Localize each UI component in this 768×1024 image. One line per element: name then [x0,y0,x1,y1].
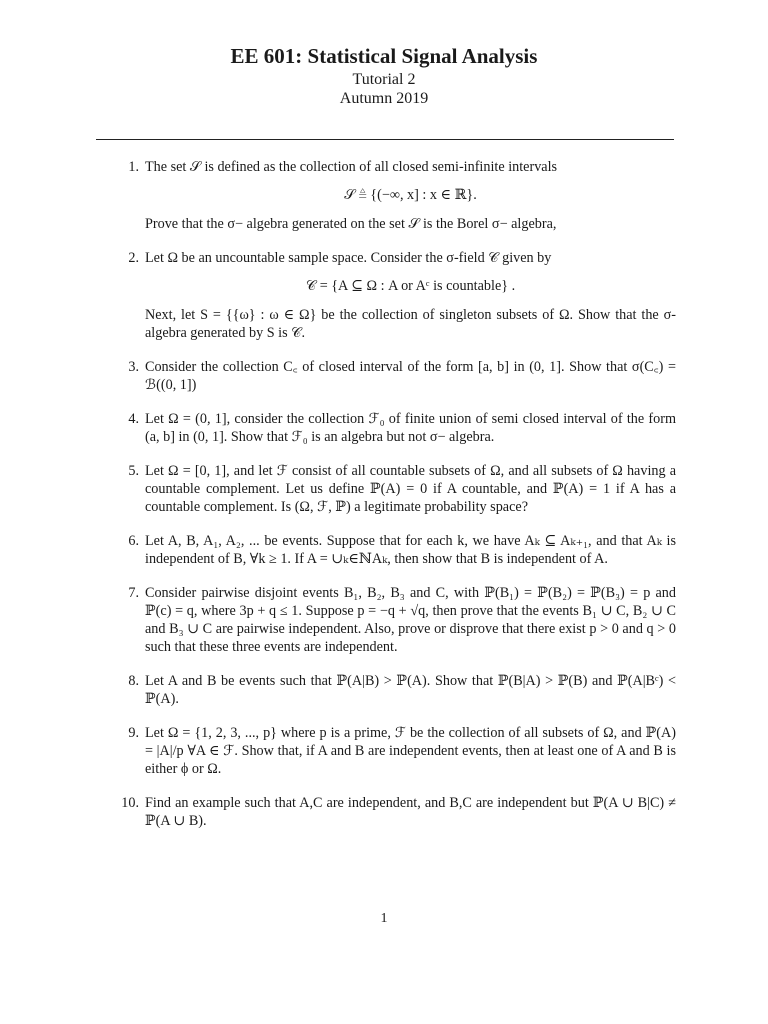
document-header [0,42,768,108]
problem-7 [110,584,676,656]
problem-number: 6. [128,533,139,549]
term-label: Autumn 2019 [339,90,429,107]
problem-number: 5. [128,463,139,479]
problem-3 [110,358,676,394]
problem-number: 3. [128,359,139,375]
display-equation: 𝒞 = {A ⊆ Ω : A or Aᶜ is countable} . [305,278,516,294]
problem-text: Consider the collection C꜀ of closed interval of the form [a, b] in (0, 1]. Show that σ(C꜀) = ℬ((0, 1]) [145,359,676,393]
problem-2 [110,249,676,342]
tutorial-label: Tutorial 2 [352,71,416,88]
problem-5 [110,462,676,516]
problem-number: 8. [128,673,139,689]
problem-9 [110,724,676,778]
problem-text: The set 𝒮 is defined as the collection of all closed semi-infinite intervals [145,159,558,175]
problem-text: Let Ω = (0, 1], consider the collection ℱ₀ of finite union of semi closed interval of the form (a, b] in (0, 1]. Show that ℱ₀ is an algebra but not σ− algebra. [145,411,676,445]
problem-number: 10. [121,795,139,811]
problem-text: Let Ω = {1, 2, 3, ..., p} where p is a prime, ℱ be the collection of all subsets of Ω, and ℙ(A) = |A|/p ∀A ∈ ℱ. Show that, if A and B are independent events, then at least one of A and B is either ϕ or Ω. [145,725,676,777]
problem-text: Next, let S = {{ω} : ω ∈ Ω} be the collection of singleton subsets of Ω. Show that the σ-algebra generated by S is 𝒞. [145,307,676,341]
problem-list [110,158,676,846]
problem-8 [110,672,676,708]
problem-text: Let Ω be an uncountable sample space. Consider the σ-field 𝒞 given by [145,250,552,266]
problem-number: 4. [128,411,139,427]
problem-number: 7. [128,585,139,601]
problem-text: Find an example such that A,C are independent, and B,C are independent but ℙ(A ∪ B|C) ≠ ℙ(A ∪ B). [145,795,676,829]
page-number: 1 [380,911,388,926]
problem-number: 9. [128,725,139,741]
problem-text: Let A, B, A₁, A₂, ... be events. Suppose that for each k, we have Aₖ ⊆ Aₖ₊₁, and that Aₖ is independent of B, ∀k ≥ 1. If A = ∪ₖ∈ℕAₖ, then show that B is independent of A. [145,533,676,567]
problem-1 [110,158,676,233]
problem-6 [110,532,676,568]
problem-text: Let Ω = [0, 1], and let ℱ consist of all countable subsets of Ω, and all subsets of Ω having a countable complement. Let us define ℙ(A) = 0 if A countable, and ℙ(A) = 1 if A has a countable complement. Is (Ω, ℱ, ℙ) a legitimate probability space? [145,463,676,515]
problem-10 [110,794,676,830]
problem-4 [110,410,676,446]
problem-text: Prove that the σ− algebra generated on the set 𝒮 is the Borel σ− algebra, [145,216,557,232]
display-equation: 𝒮 ≜ {(−∞, x] : x ∈ ℝ}. [344,187,477,203]
problem-number: 2. [128,250,139,266]
problem-text: Consider pairwise disjoint events B₁, B₂, B₃ and C, with ℙ(B₁) = ℙ(B₂) = ℙ(B₃) = p and ℙ(c) = q, where 3p + q ≤ 1. Suppose p = −q + √q, then prove that the events B₁ ∪ C, B₂ ∪ C and B₃ ∪ C are pairwise independent. Also, prove or disprove that there exist p > 0 and q > 0 such that these three events are independent. [145,585,676,655]
problem-text: Let A and B be events such that ℙ(A|B) > ℙ(A). Show that ℙ(B|A) > ℙ(B) and ℙ(A|Bᶜ) < ℙ(A). [145,673,676,707]
problem-number: 1. [128,159,139,175]
header-divider [96,139,674,140]
course-title: EE 601: Statistical Signal Analysis [230,44,538,68]
